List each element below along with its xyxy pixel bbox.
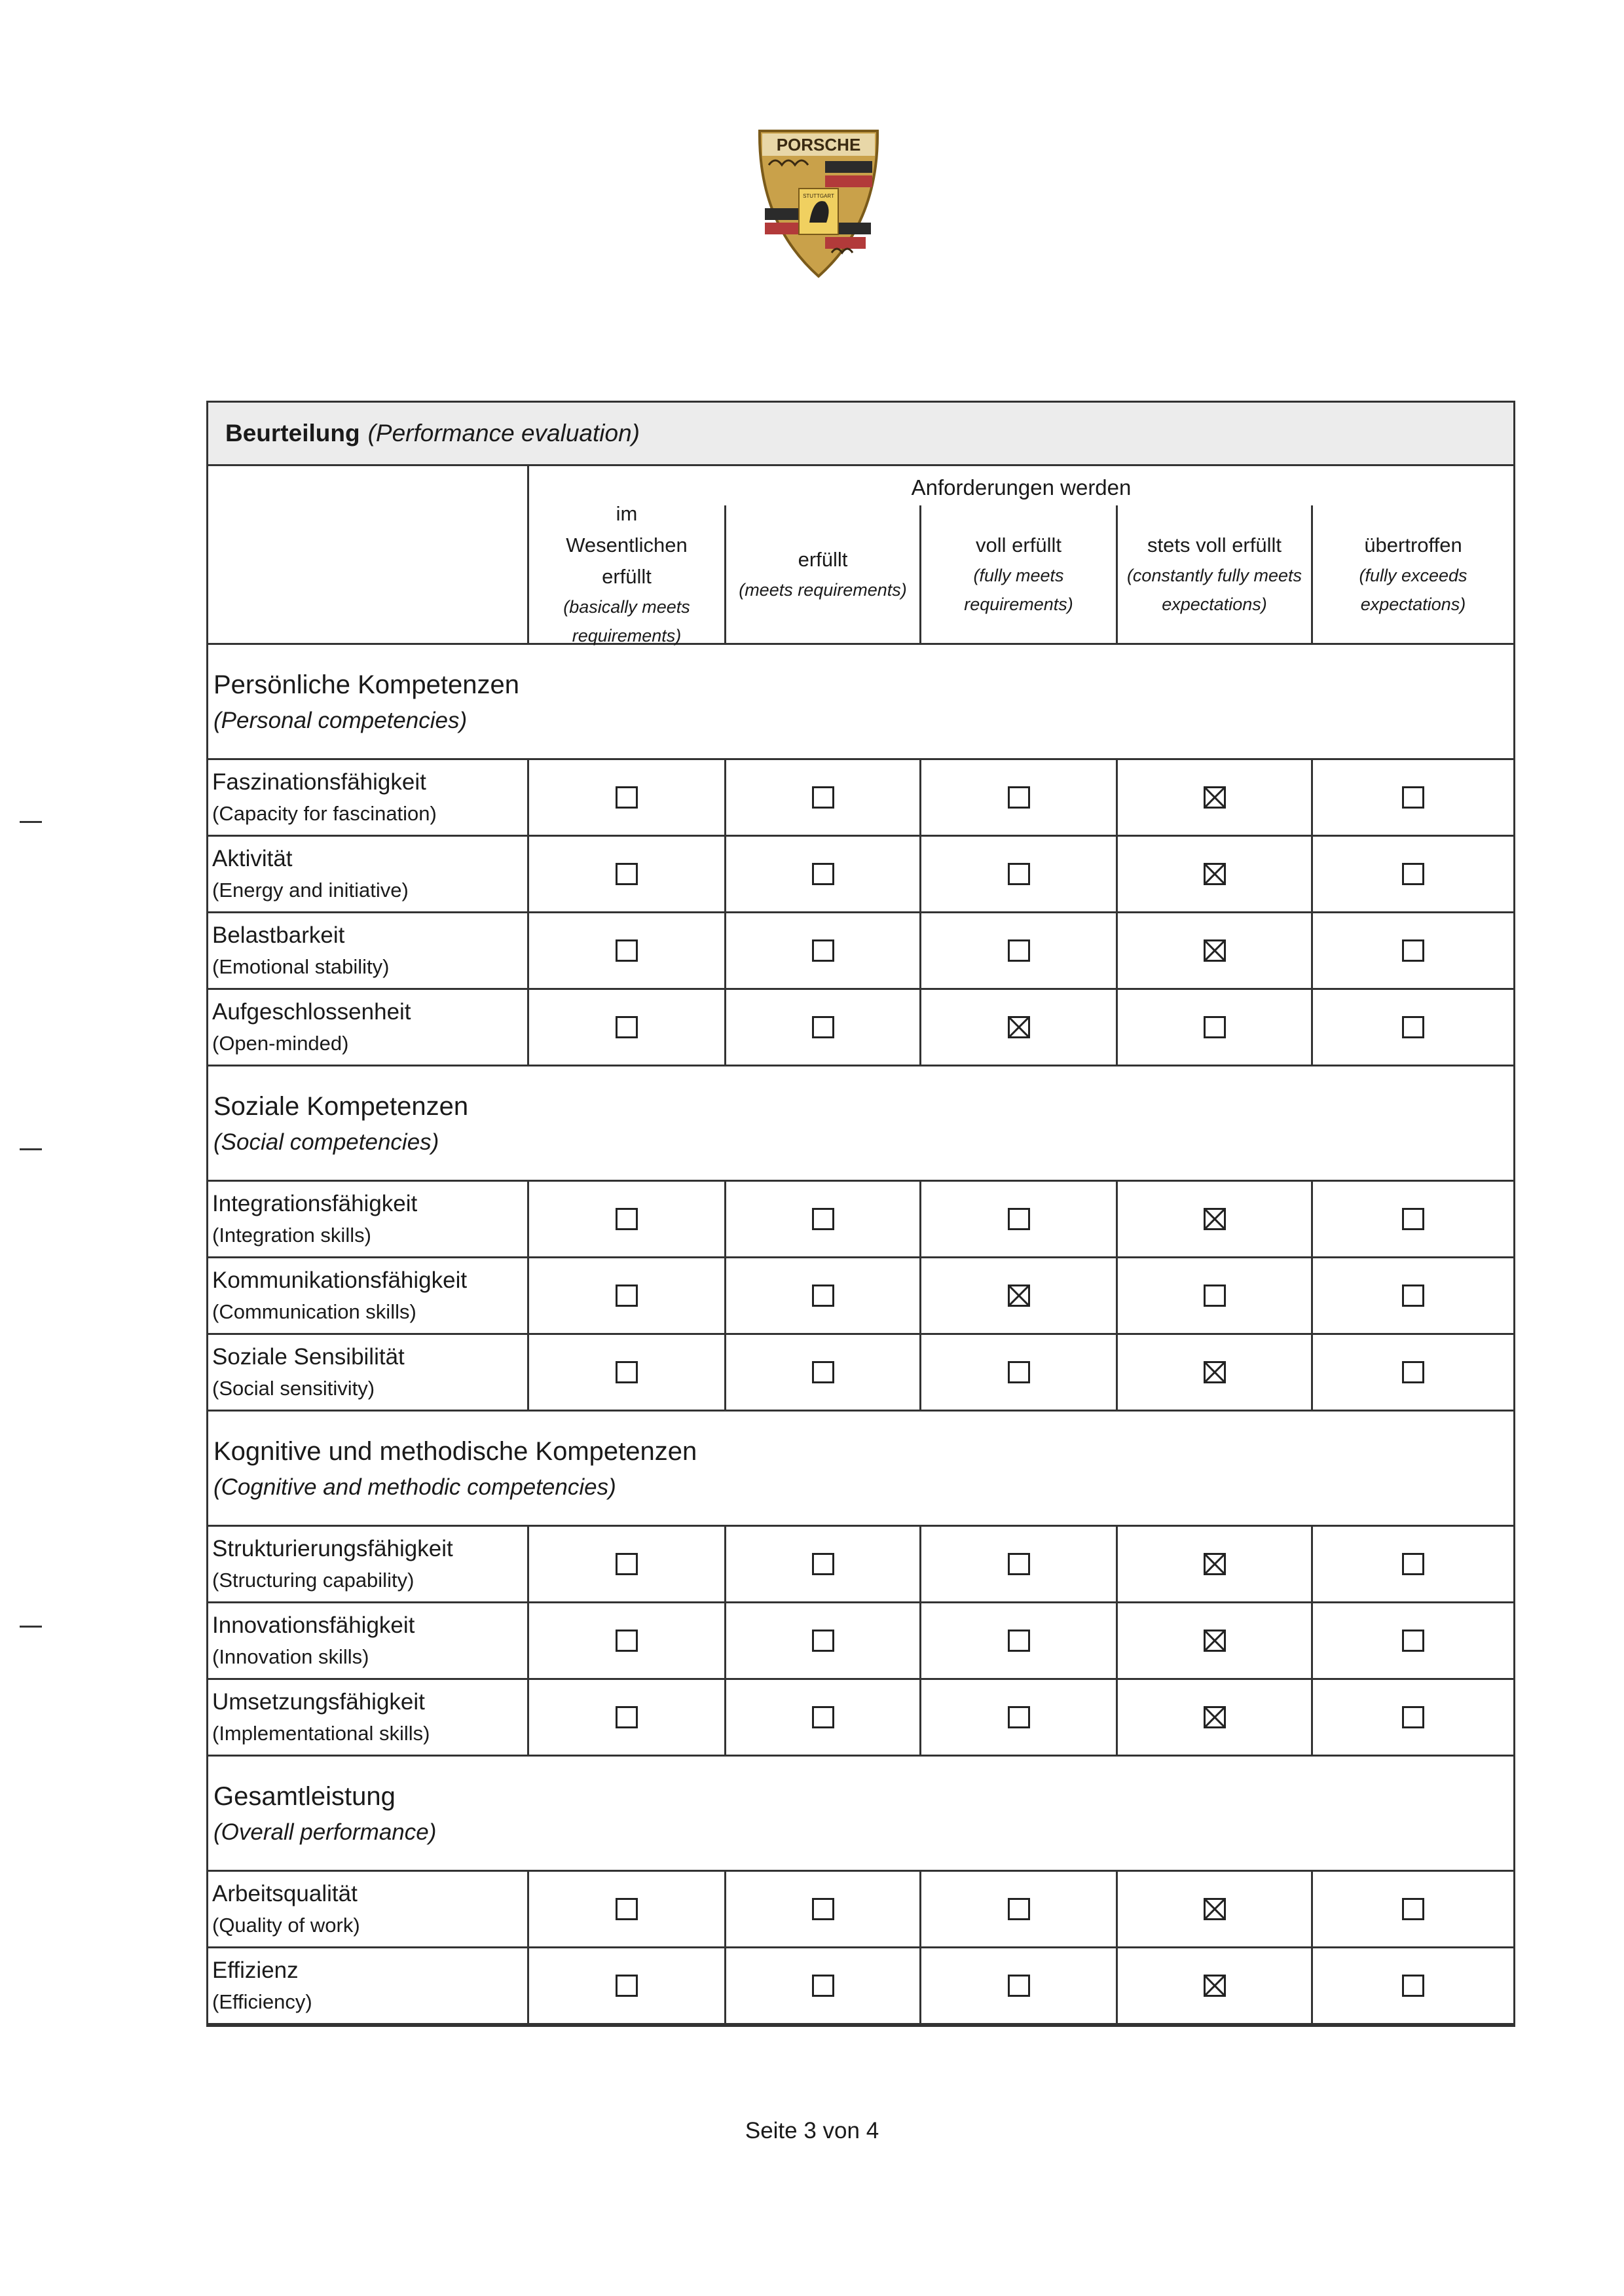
checked-checkbox[interactable] — [1204, 1361, 1226, 1383]
checkbox[interactable] — [1402, 1975, 1424, 1997]
section-title-translation: (Personal competencies) — [213, 707, 468, 733]
rating-cell — [1311, 1182, 1513, 1256]
criterion-translation: (Communication skills) — [212, 1300, 416, 1323]
checkbox[interactable] — [1402, 1630, 1424, 1652]
checkbox[interactable] — [1008, 1553, 1030, 1575]
rating-cell — [529, 837, 724, 911]
criterion-label — [208, 760, 529, 835]
rating-cell — [1311, 837, 1513, 911]
form-title-translation: (Performance evaluation) — [367, 420, 640, 446]
criterion-translation: (Efficiency) — [212, 1990, 312, 2013]
checkbox[interactable] — [616, 1208, 638, 1230]
checked-checkbox[interactable] — [1008, 1016, 1030, 1038]
checkbox[interactable] — [1402, 863, 1424, 885]
checkbox[interactable] — [1402, 1706, 1424, 1728]
checkbox[interactable] — [616, 1630, 638, 1652]
rating-cell — [919, 1948, 1116, 2023]
rating-cell — [1116, 1680, 1311, 1755]
checkbox[interactable] — [812, 1898, 834, 1920]
rating-cell — [1116, 1182, 1311, 1256]
criterion-label — [208, 1182, 529, 1256]
rating-cell — [724, 1603, 919, 1678]
rating-header — [208, 466, 1513, 645]
checked-checkbox[interactable] — [1204, 1553, 1226, 1575]
rating-cell — [1116, 1948, 1311, 2023]
rating-cell — [1311, 1872, 1513, 1946]
rating-cell — [1311, 760, 1513, 835]
checkbox[interactable] — [812, 1016, 834, 1038]
rating-cell — [529, 1527, 724, 1601]
form-title-bar — [208, 403, 1513, 466]
form-title: Beurteilung — [225, 420, 360, 446]
checkbox[interactable] — [1008, 1361, 1030, 1383]
punch-mark — [20, 1148, 42, 1150]
rating-cell — [1311, 1603, 1513, 1678]
checkbox[interactable] — [1008, 863, 1030, 885]
checkbox[interactable] — [616, 863, 638, 885]
checkbox[interactable] — [812, 1706, 834, 1728]
column-header: im Wesentlichen erfüllt (basically meets requirements) — [563, 502, 690, 646]
checked-checkbox[interactable] — [1008, 1285, 1030, 1307]
svg-text:PORSCHE: PORSCHE — [776, 135, 861, 155]
section-title: Kognitive und methodische Kompetenzen — [213, 1436, 697, 1466]
checkbox[interactable] — [616, 1361, 638, 1383]
criterion-label — [208, 1872, 529, 1946]
checked-checkbox[interactable] — [1204, 1975, 1226, 1997]
checkbox[interactable] — [1008, 939, 1030, 962]
rating-cell — [1116, 760, 1311, 835]
checked-checkbox[interactable] — [1204, 1898, 1226, 1920]
criterion-label — [208, 837, 529, 911]
criterion-label — [208, 1603, 529, 1678]
criterion-name: Kommunikationsfähigkeit — [212, 1267, 468, 1293]
criterion-translation: (Capacity for fascination) — [212, 802, 437, 825]
criterion-name: Faszinationsfähigkeit — [212, 769, 426, 795]
rating-cell — [1311, 1527, 1513, 1601]
criterion-name: Aufgeschlossenheit — [212, 999, 411, 1025]
rating-cell — [1116, 1527, 1311, 1601]
criterion-translation: (Emotional stability) — [212, 955, 390, 978]
punch-mark — [20, 1626, 42, 1628]
checked-checkbox[interactable] — [1204, 863, 1226, 885]
checkbox[interactable] — [1008, 1898, 1030, 1920]
rating-cell — [919, 1527, 1116, 1601]
section-heading — [208, 1066, 1513, 1182]
rating-group-label: Anforderungen werden — [911, 475, 1132, 500]
criterion-row — [208, 913, 1513, 990]
rating-cell — [1311, 1258, 1513, 1333]
rating-cell — [1116, 1603, 1311, 1678]
criterion-row — [208, 1182, 1513, 1258]
checkbox[interactable] — [616, 1706, 638, 1728]
checked-checkbox[interactable] — [1204, 1630, 1226, 1652]
checkbox[interactable] — [812, 1361, 834, 1383]
criterion-name: Umsetzungsfähigkeit — [212, 1689, 425, 1715]
criterion-name: Aktivität — [212, 846, 293, 871]
checkbox[interactable] — [812, 1208, 834, 1230]
criterion-row — [208, 837, 1513, 913]
rating-cell — [529, 990, 724, 1065]
criterion-translation: (Social sensitivity) — [212, 1377, 375, 1400]
rating-cell — [529, 1603, 724, 1678]
rating-cell — [529, 1872, 724, 1946]
rating-cell — [529, 913, 724, 988]
criterion-translation: (Structuring capability) — [212, 1569, 415, 1592]
criterion-row — [208, 1603, 1513, 1680]
checkbox[interactable] — [616, 1016, 638, 1038]
rating-cell — [1311, 990, 1513, 1065]
criterion-translation: (Implementational skills) — [212, 1722, 430, 1745]
rating-cell — [1116, 1258, 1311, 1333]
checkbox[interactable] — [1402, 939, 1424, 962]
rating-cell — [529, 1948, 724, 2023]
punch-mark — [20, 821, 42, 823]
criterion-row — [208, 1680, 1513, 1757]
checkbox[interactable] — [1402, 1208, 1424, 1230]
column-header: stets voll erfüllt (constantly fully meets expectations) — [1116, 505, 1311, 643]
checkbox[interactable] — [1008, 1208, 1030, 1230]
section-title-translation: (Social competencies) — [213, 1129, 439, 1155]
rating-cell — [1311, 1948, 1513, 2023]
svg-text:STUTTGART: STUTTGART — [803, 193, 834, 199]
checkbox[interactable] — [1204, 1016, 1226, 1038]
section-title: Persönliche Kompetenzen — [213, 670, 519, 699]
checked-checkbox[interactable] — [1204, 939, 1226, 962]
checked-checkbox[interactable] — [1204, 1208, 1226, 1230]
criterion-name: Soziale Sensibilität — [212, 1344, 405, 1370]
section-heading — [208, 1412, 1513, 1527]
criterion-name: Effizienz — [212, 1958, 299, 1983]
rating-cell — [919, 760, 1116, 835]
evaluation-form — [206, 401, 1515, 2027]
criterion-row — [208, 1948, 1513, 2025]
rating-cell — [1116, 837, 1311, 911]
section-heading — [208, 1757, 1513, 1872]
criterion-label — [208, 1680, 529, 1755]
checkbox[interactable] — [1402, 1553, 1424, 1575]
section-title: Soziale Kompetenzen — [213, 1091, 469, 1121]
rating-cell — [1311, 913, 1513, 988]
rating-cell — [1311, 1335, 1513, 1410]
column-header: erfüllt (meets requirements) — [724, 505, 919, 643]
header-blank-cell — [208, 466, 529, 643]
column-header: voll erfüllt (fully meets requirements) — [919, 505, 1116, 643]
rating-cell — [724, 1948, 919, 2023]
rating-cell — [1311, 1680, 1513, 1755]
checkbox[interactable] — [812, 1553, 834, 1575]
checkbox[interactable] — [812, 786, 834, 809]
criterion-label — [208, 990, 529, 1065]
checkbox[interactable] — [812, 863, 834, 885]
rating-cell — [919, 1335, 1116, 1410]
checkbox[interactable] — [616, 1898, 638, 1920]
checkbox[interactable] — [616, 939, 638, 962]
rating-cell — [919, 1603, 1116, 1678]
rating-cell — [1116, 913, 1311, 988]
rating-cell — [724, 837, 919, 911]
checkbox[interactable] — [1008, 1630, 1030, 1652]
rating-cell — [529, 1335, 724, 1410]
rating-cell — [724, 1335, 919, 1410]
section-title-translation: (Cognitive and methodic competencies) — [213, 1474, 616, 1500]
rating-cell — [724, 990, 919, 1065]
column-header: übertroffen (fully exceeds expectations) — [1311, 505, 1513, 643]
rating-cell — [724, 760, 919, 835]
rating-cell — [919, 990, 1116, 1065]
checkbox[interactable] — [616, 1553, 638, 1575]
checkbox[interactable] — [616, 786, 638, 809]
rating-cell — [529, 1680, 724, 1755]
criterion-name: Innovationsfähigkeit — [212, 1613, 415, 1638]
criterion-name: Belastbarkeit — [212, 922, 345, 948]
criterion-label — [208, 1948, 529, 2023]
rating-cell — [529, 1258, 724, 1333]
checkbox[interactable] — [812, 1975, 834, 1997]
criterion-label — [208, 1335, 529, 1410]
rating-cell — [1116, 1872, 1311, 1946]
checkbox[interactable] — [1008, 786, 1030, 809]
criterion-row — [208, 990, 1513, 1066]
checkbox[interactable] — [812, 939, 834, 962]
rating-cell — [919, 1182, 1116, 1256]
checked-checkbox[interactable] — [1204, 1706, 1226, 1728]
rating-cell — [919, 837, 1116, 911]
criterion-row — [208, 1527, 1513, 1603]
rating-cell — [724, 1527, 919, 1601]
criterion-label — [208, 913, 529, 988]
sections-container — [208, 645, 1513, 2025]
checkbox[interactable] — [1402, 1285, 1424, 1307]
checkbox[interactable] — [1402, 786, 1424, 809]
rating-cell — [724, 1680, 919, 1755]
checkbox[interactable] — [1008, 1706, 1030, 1728]
rating-cell — [1116, 1335, 1311, 1410]
criterion-row — [208, 1258, 1513, 1335]
criterion-label — [208, 1258, 529, 1333]
page-number: Seite 3 von 4 — [745, 2118, 879, 2143]
checkbox[interactable] — [1402, 1898, 1424, 1920]
checkbox[interactable] — [1008, 1975, 1030, 1997]
checked-checkbox[interactable] — [1204, 786, 1226, 809]
rating-cell — [724, 1872, 919, 1946]
checkbox[interactable] — [1204, 1285, 1226, 1307]
checkbox[interactable] — [812, 1285, 834, 1307]
section-heading — [208, 645, 1513, 760]
rating-cell — [919, 1258, 1116, 1333]
checkbox[interactable] — [1402, 1361, 1424, 1383]
checkbox[interactable] — [1402, 1016, 1424, 1038]
rating-cell — [919, 913, 1116, 988]
checkbox[interactable] — [812, 1630, 834, 1652]
criterion-name: Arbeitsqualität — [212, 1881, 358, 1906]
checkbox[interactable] — [616, 1975, 638, 1997]
rating-cell — [1116, 990, 1311, 1065]
criterion-translation: (Open-minded) — [212, 1032, 349, 1055]
criterion-translation: (Integration skills) — [212, 1224, 371, 1247]
section-title: Gesamtleistung — [213, 1781, 396, 1811]
criterion-name: Strukturierungsfähigkeit — [212, 1536, 453, 1561]
porsche-crest-logo — [753, 124, 884, 282]
rating-cell — [919, 1680, 1116, 1755]
rating-cell — [919, 1872, 1116, 1946]
criterion-label — [208, 1527, 529, 1601]
criterion-translation: (Energy and initiative) — [212, 879, 409, 902]
checkbox[interactable] — [616, 1285, 638, 1307]
criterion-translation: (Innovation skills) — [212, 1645, 369, 1668]
criterion-row — [208, 1872, 1513, 1948]
criterion-translation: (Quality of work) — [212, 1914, 360, 1937]
criterion-row — [208, 760, 1513, 837]
criterion-row — [208, 1335, 1513, 1412]
criterion-name: Integrationsfähigkeit — [212, 1191, 418, 1216]
section-title-translation: (Overall performance) — [213, 1819, 437, 1845]
rating-cell — [724, 1258, 919, 1333]
rating-cell — [529, 1182, 724, 1256]
rating-cell — [724, 1182, 919, 1256]
rating-cell — [529, 760, 724, 835]
rating-cell — [724, 913, 919, 988]
